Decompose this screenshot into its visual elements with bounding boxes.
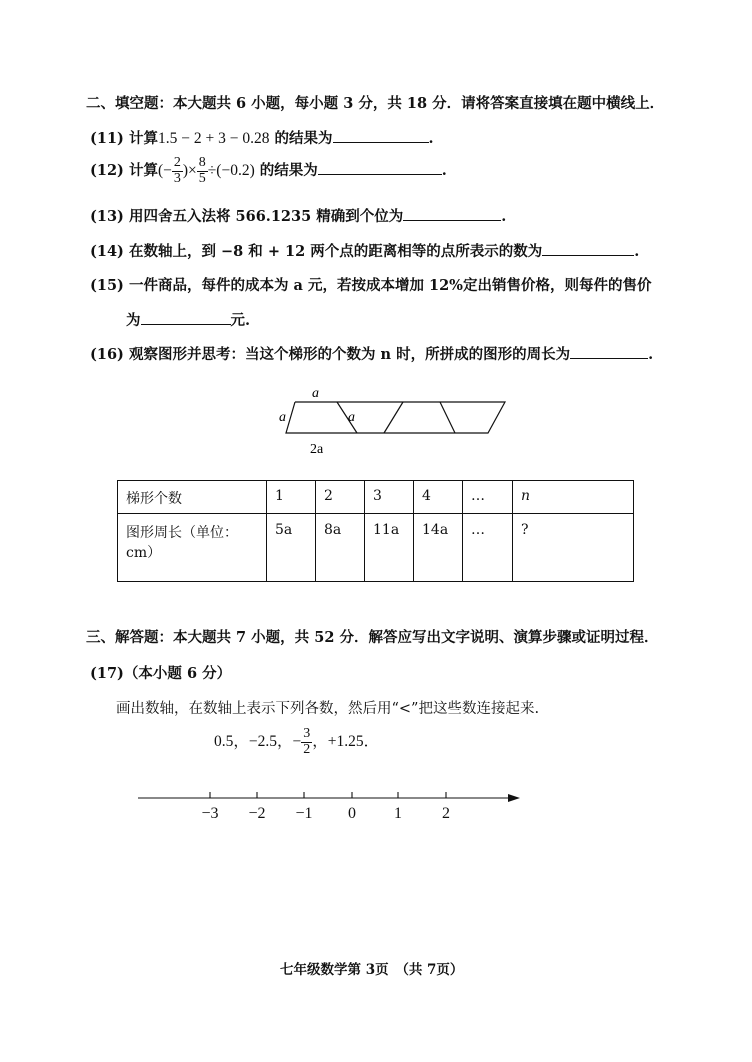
q17-numbers-a: 0.5，−2.5，− bbox=[214, 732, 302, 750]
question-14 bbox=[90, 240, 639, 261]
table-cell: … bbox=[463, 481, 513, 514]
table-cell: 3 bbox=[365, 481, 414, 514]
question-16 bbox=[90, 343, 653, 364]
table-cell: 5a bbox=[267, 514, 316, 582]
q16-answer-blank[interactable] bbox=[570, 344, 648, 359]
figure-label-top: a bbox=[312, 386, 319, 401]
page-footer: 七年级数学第 3页 （共 7页） bbox=[280, 962, 464, 978]
number-line-label: −3 bbox=[201, 805, 219, 822]
q15-text-line2a: 为 bbox=[126, 312, 141, 329]
question-15-line2 bbox=[126, 309, 250, 330]
section2-heading: 二、填空题：本大题共 6 小题，每小题 3 分，共 18 分．请将答案直接填在题中横线上． bbox=[86, 95, 665, 112]
table-cell: 1 bbox=[267, 481, 316, 514]
q12-fraction-1: $\frac{2}{3}$ bbox=[173, 155, 181, 186]
q17-fraction: $\frac{3}{2}$ bbox=[303, 726, 311, 757]
number-line-arrow-icon bbox=[508, 794, 520, 802]
q13-text: 用四舍五入法将 566.1235 精确到个位为 bbox=[128, 208, 404, 225]
q12-number: (12) bbox=[90, 162, 124, 180]
number-line-label: −1 bbox=[295, 805, 313, 822]
q16-end: . bbox=[648, 346, 654, 363]
q14-answer-blank[interactable] bbox=[542, 241, 634, 256]
q12-tail: ÷(−0.2) bbox=[207, 162, 255, 180]
q12-answer-blank[interactable] bbox=[318, 160, 442, 175]
q11-pre: 计算 bbox=[128, 130, 158, 147]
q16-text: 观察图形并思考：当这个梯形的个数为 n 时，所拼成的图形的周长为 bbox=[128, 346, 571, 363]
q14-end: . bbox=[634, 243, 640, 260]
table-cell: 2 bbox=[316, 481, 365, 514]
figure-divider-3 bbox=[440, 402, 455, 433]
q17-numbers-b: ，+1.25． bbox=[312, 732, 380, 750]
table-cell: ? bbox=[513, 514, 634, 582]
q13-number: (13) bbox=[90, 208, 124, 225]
q15-answer-blank[interactable] bbox=[141, 310, 231, 325]
question-11 bbox=[90, 127, 434, 148]
q12-mid: )× bbox=[182, 162, 197, 180]
q12-fraction-2: $\frac{8}{5}$ bbox=[198, 155, 206, 186]
q12-lparen: (− bbox=[157, 162, 172, 180]
number-line-label: 2 bbox=[442, 805, 450, 822]
question-13 bbox=[90, 205, 506, 226]
q15-number: (15) bbox=[90, 277, 124, 294]
number-line-label: 0 bbox=[348, 805, 356, 822]
section3-heading: 三、解答题：本大题共 7 小题，共 52 分．解答应写出文字说明、演算步骤或证明过程． bbox=[86, 629, 659, 646]
table-cell: 4 bbox=[414, 481, 463, 514]
table-cell: n bbox=[513, 481, 634, 514]
q14-number: (14) bbox=[90, 243, 124, 260]
table-cell: 梯形个数 bbox=[118, 481, 267, 514]
q17-numbers bbox=[214, 727, 379, 757]
q11-end: . bbox=[428, 130, 434, 147]
question-12 bbox=[90, 156, 447, 186]
figure-label-left: a bbox=[279, 410, 286, 425]
q14-text: 在数轴上，到 −8 和 + 12 两个点的距离相等的点所表示的数为 bbox=[128, 243, 543, 260]
table-cell: 11a bbox=[365, 514, 414, 582]
q13-end: . bbox=[501, 208, 507, 225]
q17-title: (17)（本小题 6 分） bbox=[90, 665, 232, 682]
table-row-perimeter bbox=[118, 514, 634, 582]
figure-divider-2 bbox=[384, 402, 403, 433]
q13-answer-blank[interactable] bbox=[403, 206, 501, 221]
table-row-count bbox=[118, 481, 634, 514]
table-cell: 8a bbox=[316, 514, 365, 582]
q12-end: . bbox=[441, 162, 447, 180]
q12-post: 的结果为 bbox=[259, 162, 318, 180]
table-cell: … bbox=[463, 514, 513, 582]
trapezoid-figure bbox=[270, 380, 520, 460]
question-15 bbox=[90, 274, 651, 295]
number-line-label: 1 bbox=[394, 805, 402, 822]
number-line-label: −2 bbox=[248, 805, 266, 822]
figure-outline bbox=[286, 402, 505, 433]
number-line bbox=[130, 788, 530, 828]
q11-post: 的结果为 bbox=[274, 130, 333, 147]
q12-pre: 计算 bbox=[128, 162, 158, 180]
figure-label-bottom: 2a bbox=[310, 442, 324, 457]
q15-text-line2b: 元. bbox=[230, 312, 251, 329]
q17-text: 画出数轴，在数轴上表示下列各数，然后用“<”把这些数连接起来. bbox=[116, 701, 540, 717]
q11-number: (11) bbox=[90, 130, 124, 147]
q16-number: (16) bbox=[90, 346, 124, 363]
figure-label-inner: a bbox=[348, 410, 355, 425]
q15-text-line1: 一件商品，每件的成本为 a 元，若按成本增加 12%定出销售价格，则每件的售价 bbox=[128, 277, 652, 294]
q11-expression: 1.5 − 2 + 3 − 0.28 bbox=[157, 130, 270, 147]
trapezoid-table bbox=[117, 480, 634, 582]
table-cell: 14a bbox=[414, 514, 463, 582]
table-cell: 图形周长（单位：cm） bbox=[118, 514, 267, 582]
q11-answer-blank[interactable] bbox=[333, 128, 429, 143]
